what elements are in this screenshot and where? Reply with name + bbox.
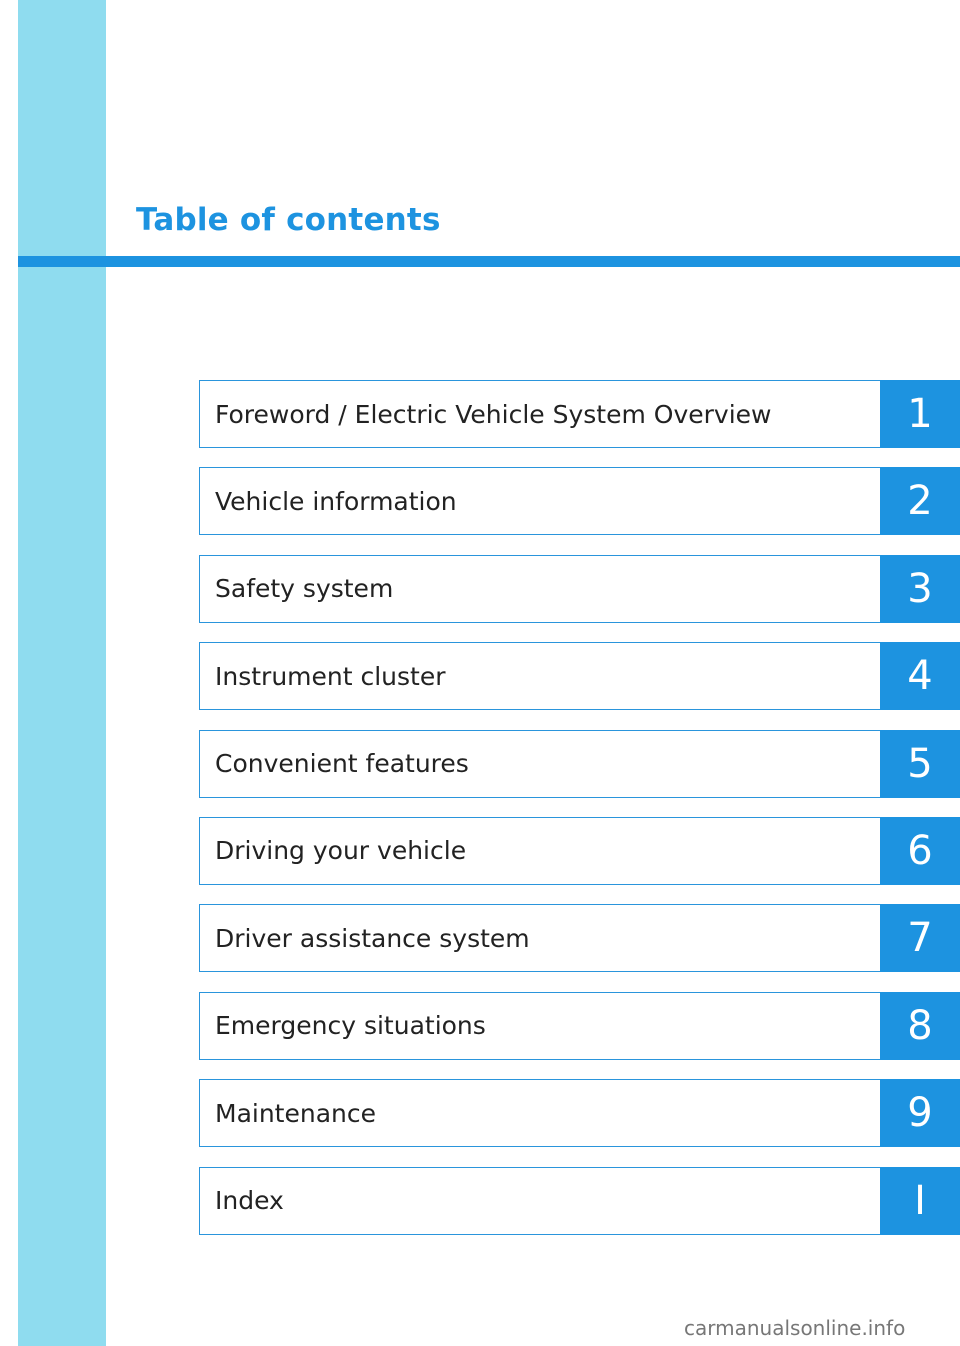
page-title: Table of contents [136,202,441,238]
chapter-tab [880,642,960,710]
chapter-number: 3 [907,565,933,612]
toc-item-maintenance[interactable] [199,1079,960,1147]
toc-item-label: Driving your vehicle [215,836,467,866]
chapter-number: 1 [907,391,933,437]
toc-label-box [199,992,880,1060]
toc-item-label: Vehicle information [215,486,457,516]
chapter-tab [880,730,960,798]
toc-label-box [199,642,880,710]
toc-item-label: Foreword / Electric Vehicle System Overview [215,399,772,429]
toc-label-box [199,730,880,798]
toc-label-box [199,1167,880,1235]
toc-item-emergency-situations[interactable] [199,992,960,1060]
toc-item-index[interactable] [199,1167,960,1235]
toc-item-vehicle-information[interactable] [199,467,960,535]
chapter-number: 9 [907,1090,933,1137]
toc-label-box [199,904,880,972]
chapter-tab [880,904,960,972]
chapter-tab [880,1167,960,1235]
watermark-text: carmanualsonline.info [684,1316,906,1340]
toc-list [199,380,960,1254]
toc-item-label: Emergency situations [215,1011,486,1041]
toc-item-label: Safety system [215,574,394,604]
toc-item-driving-your-vehicle[interactable] [199,817,960,885]
chapter-number: 7 [907,915,933,962]
chapter-tab [880,817,960,885]
toc-label-box [199,1079,880,1147]
toc-item-label: Instrument cluster [215,661,446,691]
chapter-tab [880,555,960,623]
chapter-number: I [914,1177,926,1224]
chapter-tab [880,992,960,1060]
toc-item-label: Maintenance [215,1098,376,1128]
chapter-number: 8 [907,1002,933,1049]
chapter-number: 6 [907,827,933,874]
toc-item-label: Index [215,1186,284,1216]
toc-label-box [199,817,880,885]
toc-label-box [199,467,880,535]
toc-item-label: Convenient features [215,749,469,779]
toc-item-convenient-features[interactable] [199,730,960,798]
chapter-number: 5 [907,740,933,787]
chapter-tab [880,1079,960,1147]
toc-item-label: Driver assistance system [215,923,530,953]
toc-label-box [199,380,880,448]
chapter-number: 2 [907,478,933,525]
toc-item-instrument-cluster[interactable] [199,642,960,710]
toc-item-safety-system[interactable] [199,555,960,623]
chapter-number: 4 [907,653,933,700]
chapter-tab [880,380,960,448]
toc-label-box [199,555,880,623]
side-color-band [18,0,106,1346]
toc-item-foreword[interactable] [199,380,960,448]
title-divider [18,256,960,267]
chapter-tab [880,467,960,535]
toc-item-driver-assistance-system[interactable] [199,904,960,972]
